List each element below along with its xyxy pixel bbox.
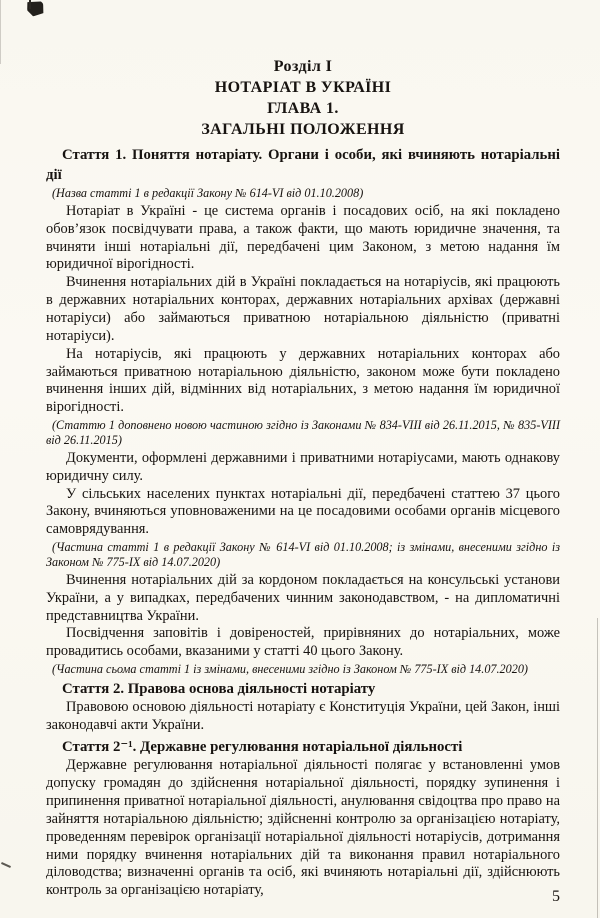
amendment-note: (Назва статті 1 в редакції Закону № 614-VI від 01.10.2008) <box>52 185 364 200</box>
amendment-note: (Частина статті 1 в редакції Закону № 614-VI від 01.10.2008; із змінами, внесеними згідно із Законом № 775-IX від 14.07.2020) <box>46 540 560 570</box>
amendment-note: (Частина сьома статті 1 із змінами, внесеними згідно із Законом № 775-IX від 14.07.2020) <box>52 662 528 677</box>
chapter-label: ГЛАВА 1. <box>267 100 339 118</box>
scan-artifact-ink-tail <box>29 0 31 9</box>
body-paragraph: Документи, оформлені державними і приватними нотаріусами, мають однакову юридичну силу. <box>46 449 560 484</box>
article-2-heading: Стаття 2. Правова основа діяльності нотаріату <box>62 681 376 698</box>
chapter-title: ЗАГАЛЬНІ ПОЛОЖЕННЯ <box>201 121 405 139</box>
body-paragraph: Вчинення нотаріальних дій в Україні покладається на нотаріусів, які працюють в державних нотаріальних конторах, державних нотаріальних архівах (державні нотаріуси) або займаються приватною нотаріальною діяльністю (приватні нотаріуси). <box>46 274 560 344</box>
body-paragraph: Вчинення нотаріальних дій за кордоном покладається на консульські установи України, а у випадках, передбачених чинним законодавством, - на дипломатичні представництва України. <box>46 571 560 624</box>
body-paragraph: Державне регулювання нотаріальної діяльності полягає у встановленні умов допуску громадян до здійснення нотаріальної діяльності, порядку зупинення і припинення приватної нотаріальної діяльності, анулювання свідоцтва про право на зайняття нотаріальною діяльністю; здійсненні контролю за організацією нотаріату, проведенням перевірок організації нотаріальної діяльності нотаріусів, дотримання ними порядку вчинення нотаріальних дій та виконання правил нотаріального діловодства; визначенні органів та осіб, які вчиняють нотаріальні дії, здійснюють контроль за організацією нотаріату, <box>46 757 560 899</box>
body-paragraph: На нотаріусів, які працюють у державних нотаріальних конторах або займаються приватною нотаріальною діяльністю, законом може бути покладено вчинення інших дій, відмінних від нотаріальних, з метою надання їм юридичної вірогідності. <box>46 345 560 416</box>
document-text-column <box>46 56 560 900</box>
section-label: Розділ I <box>273 58 333 75</box>
scan-edge-line-left <box>0 0 1 64</box>
scan-edge-line-right <box>597 618 598 918</box>
article-2-1-heading: Стаття 2⁻¹. Державне регулювання нотаріальної діяльності <box>62 739 463 756</box>
document-header <box>46 56 560 140</box>
article-1-heading: Стаття 1. Поняття нотаріату. Органи і особи, які вчиняють нотаріальні дії <box>46 147 560 183</box>
section-title: НОТАРІАТ В УКРАЇНІ <box>214 79 392 97</box>
amendment-note: (Статтю 1 доповнено новою частиною згідно із Законами № 834-VIII від 26.11.2015, № 835-VIII від 26.11.2015) <box>46 418 560 447</box>
body-paragraph: Правовою основою діяльності нотаріату є Конституція України, цей Закон, інші законодавчі акти України. <box>46 699 560 734</box>
body-paragraph: У сільських населених пунктах нотаріальні дії, передбачені статтею 37 цього Закону, вчиняються уповноваженими на це посадовими особами органів місцевого самоврядування. <box>46 485 560 538</box>
page-number: 5 <box>552 888 560 905</box>
scan-artifact-bottom-left <box>1 862 11 868</box>
body-paragraph: Нотаріат в Україні - це система органів і посадових осіб, на які покладено обов’язок посвідчувати права, а також факти, що мають юридичне значення, та вчиняти інші нотаріальні дії, передбачені цим Законом, з метою надання їм юридичної вірогідності. <box>46 202 560 273</box>
body-paragraph: Посвідчення заповітів і довіреностей, прирівняних до нотаріальних, може провадитись особами, вказаними у статті 40 цього Закону. <box>46 625 560 660</box>
